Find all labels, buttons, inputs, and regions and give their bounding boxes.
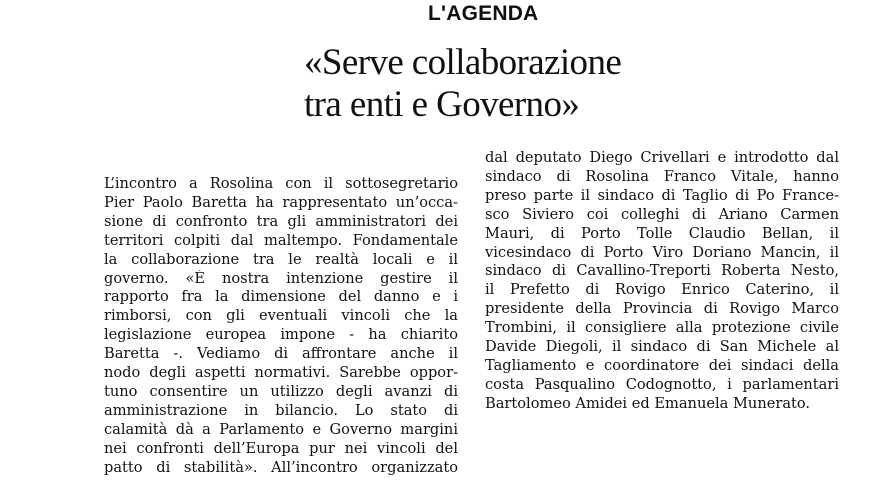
text-line: dal deputato Diego Crivellari e introdotto dal	[485, 149, 839, 166]
text-line: Trombini, il consigliere alla protezione civile	[485, 319, 839, 337]
text-line: sco Siviero coi colleghi di Ariano Carmen	[485, 205, 839, 223]
text-line: preso parte il sindaco di Taglio di Po France-	[485, 186, 839, 204]
text-line: nodo degli aspetti normativi. Sarebbe oppor-	[104, 364, 458, 382]
text-line: governo. «È nostra intenzione gestire il	[104, 269, 458, 287]
text-line: Mauri, di Porto Tolle Claudio Bellan, il	[485, 224, 839, 242]
section-kicker: L'AGENDA	[428, 2, 539, 25]
text-line: Pier Paolo Baretta ha rappresentato un’occa-	[104, 193, 458, 211]
text-line: la collaborazione tra le realtà locali e il	[104, 250, 458, 268]
text-line: Bartolomeo Amidei ed Emanuela Munerato.	[485, 394, 811, 412]
headline-line: «Serve collaborazione	[304, 42, 622, 83]
text-line: rimborsi, con gli eventuali vincoli che la	[104, 307, 458, 325]
text-line: Baretta -. Vediamo di affrontare anche il	[104, 345, 458, 363]
article-column-right	[485, 149, 839, 414]
text-line: il Prefetto di Rovigo Enrico Caterino, il	[485, 281, 839, 299]
text-line: Tagliamento e coordinatore dei sindaci della	[485, 356, 839, 374]
text-line: legislazione europea impone - ha chiarito	[104, 326, 458, 344]
text-line: calamità dà a Parlamento e Governo margini	[104, 420, 458, 438]
article-column-left	[104, 175, 458, 478]
text-line: sindaco di Rosolina Franco Vitale, hanno	[485, 167, 839, 185]
text-line: rapporto fra la dimensione del danno e i	[104, 288, 458, 306]
text-line: amministrazione in bilancio. Lo stato di	[104, 401, 458, 419]
text-line: L’incontro a Rosolina con il sottosegretario	[104, 175, 458, 192]
headline-line: tra enti e Governo»	[304, 84, 580, 125]
text-line: vicesindaco di Porto Viro Doriano Mancin, il	[485, 243, 839, 261]
text-line: sindaco di Cavallino-Treporti Roberta Nesto,	[485, 262, 839, 280]
text-line: territori colpiti dal maltempo. Fondamentale	[104, 231, 458, 249]
text-line: nei confronti dell’Europa pur nei vincoli del	[104, 439, 458, 457]
text-line: Davide Diegoli, il sindaco di San Michele al	[485, 338, 839, 356]
text-line: presidente della Provincia di Rovigo Marco	[485, 300, 839, 318]
text-line: patto di stabilità». All’incontro organizzato	[104, 458, 458, 476]
text-line: sione di confronto tra gli amministratori dei	[104, 212, 458, 230]
text-line: costa Pasqualino Codognotto, i parlamentari	[485, 375, 839, 393]
text-line: tuno consentire un utilizzo degli avanzi di	[104, 382, 458, 400]
article-headline	[304, 42, 864, 126]
